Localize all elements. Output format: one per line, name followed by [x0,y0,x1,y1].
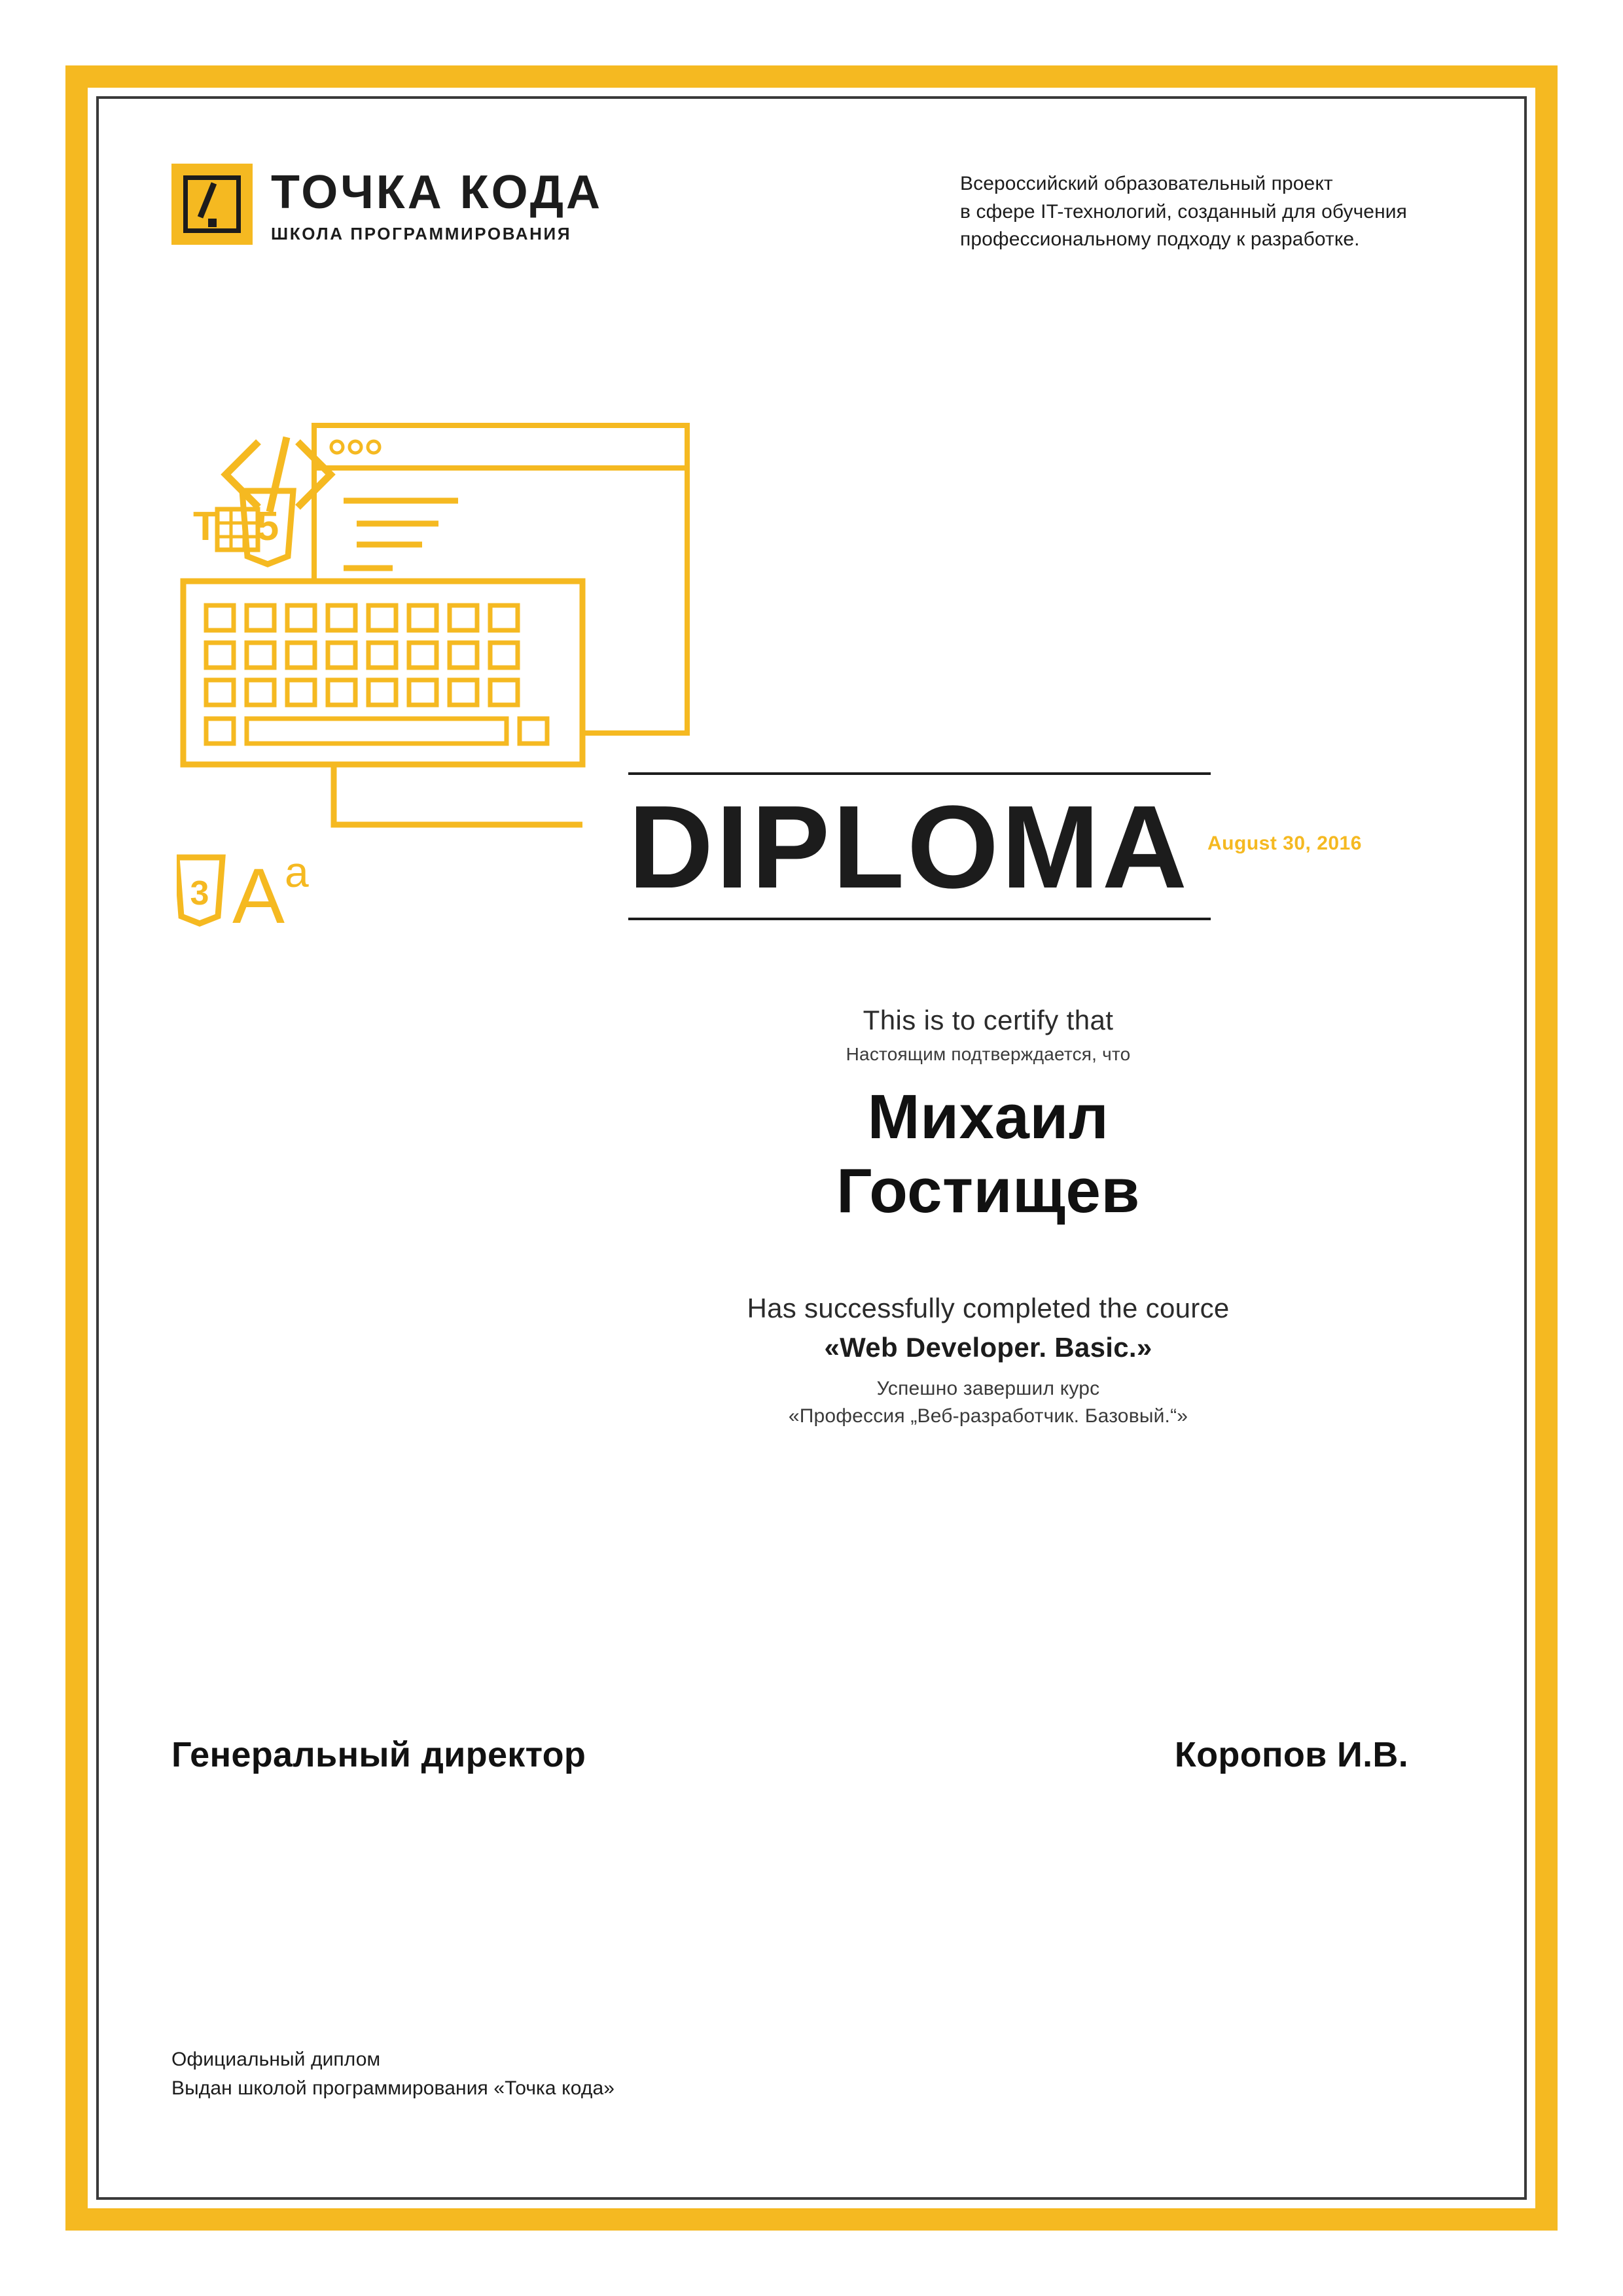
recipient-first-name: Михаил [867,1082,1109,1152]
brand-title: ТОЧКА КОДА [271,166,603,219]
title-rule-bottom [628,918,1211,920]
svg-text:A: A [232,852,285,940]
issue-date: August 30, 2016 [1207,833,1362,854]
brand-logo [171,164,603,245]
course-text-ru: Успешно завершил курс [876,1378,1100,1399]
svg-text:3: 3 [190,874,209,912]
certify-block [628,1005,1348,1065]
svg-text:5: 5 [256,504,279,549]
organization-description [960,170,1623,254]
brand-subtitle: ШКОЛА ПРОГРАММИРОВАНИЯ [271,224,572,243]
page-title: DIPLOMA [628,781,1190,913]
certify-text-ru: Настоящим подтверждается, что [846,1044,1131,1064]
web-development-illustration [177,406,870,1047]
keyboard-icon [183,581,582,764]
footer-line-2: Выдан школой программирования «Точка кода» [171,2077,615,2099]
signatory-role: Генеральный директор [171,1735,586,1774]
course-text-en: Has successfully completed the cource [747,1293,1230,1323]
description-line-1: Всероссийский образовательный проект [960,173,1333,194]
diploma-title-block [628,772,1217,920]
signature-row [171,1734,1408,1775]
course-title-ru: «Профессия „Веб-разработчик. Базовый.“» [788,1405,1188,1427]
brand-text [271,164,603,244]
recipient-last-name: Гостищев [836,1156,1140,1227]
footer-line-1: Официальный диплом [171,2049,381,2070]
description-line-2: в сфере IT-технологий, созданный для обучения [960,200,1407,223]
typography-icon [232,848,309,940]
css3-badge-icon [177,857,223,924]
document-header [171,164,1454,295]
description-line-3: профессиональному подходу к разработке. [960,228,1360,251]
document-footer [171,2045,1349,2102]
svg-text:T: T [193,504,218,549]
signatory-name: Коропов И.В. [1174,1735,1408,1774]
title-rule-top [628,772,1211,775]
svg-text:a: a [285,848,309,896]
recipient-name [628,1080,1348,1229]
logo-mark-icon [171,164,253,245]
course-title-en: «Web Developer. Basic.» [824,1332,1152,1363]
course-block [582,1293,1394,1427]
certify-text-en: This is to certify that [863,1005,1114,1035]
